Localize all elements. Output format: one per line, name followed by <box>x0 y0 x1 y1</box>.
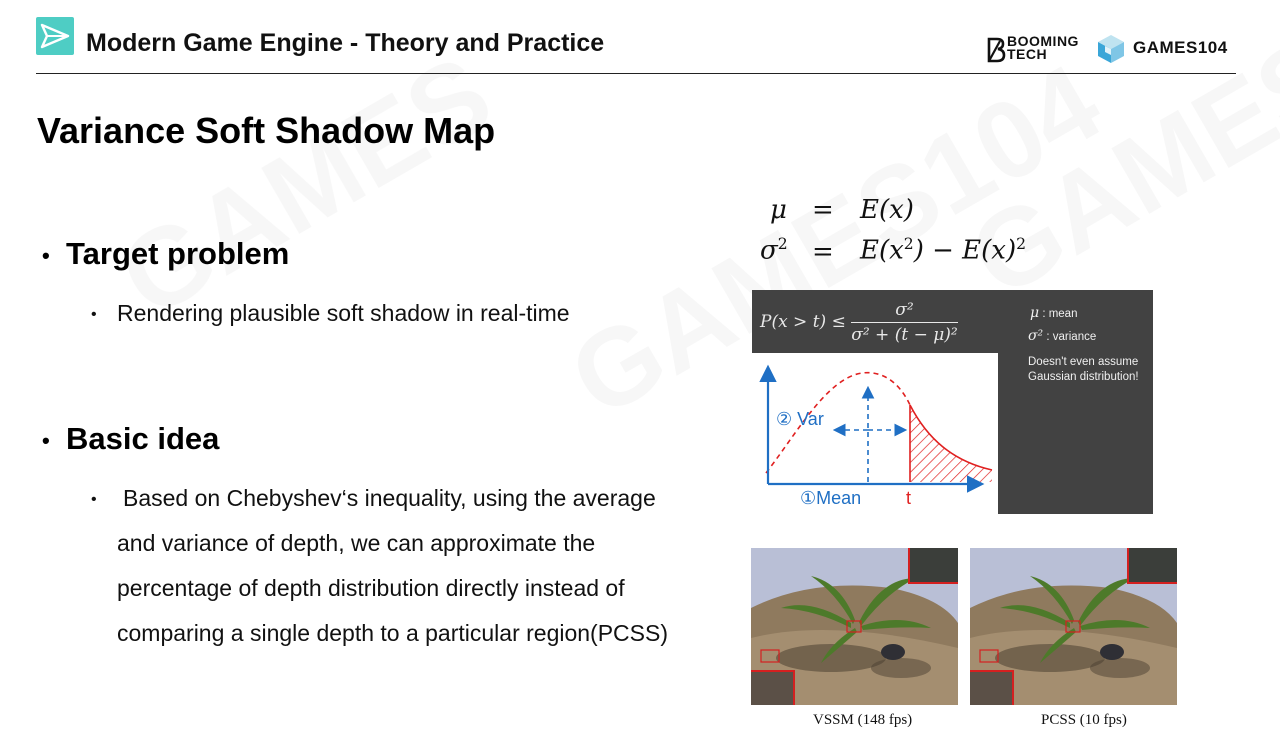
zoom-inset-top <box>1129 548 1177 582</box>
booming-tech-logo <box>986 36 1006 64</box>
bullet-icon: • <box>42 242 50 268</box>
zoom-inset-bottom <box>970 672 1012 705</box>
chebyshev-inequality: P(x > t) ≤ $\frac{\text{σ²}}{\text{σ² + (t − μ)²}}$ <box>760 300 958 345</box>
var-label: ② Var <box>776 409 824 429</box>
paper-plane-icon <box>36 17 74 55</box>
formula-variance-rhs: $E(x^2) - E(x)^2$ <box>860 235 1027 266</box>
mean-label: ①Mean <box>800 488 862 508</box>
paragraph-line-1 <box>91 485 656 512</box>
vssm-render <box>751 548 958 705</box>
paragraph-text: Based on Chebyshev‘s inequality, using the average <box>123 485 656 511</box>
formula-mean-lhs: μ <box>770 195 787 225</box>
formula-variance-lhs: $\sigma^2$ <box>760 235 788 266</box>
booming-tech-wordmark <box>1007 35 1079 61</box>
bullet-icon: • <box>91 305 97 323</box>
svg-text:GAMES <box>101 33 512 341</box>
paragraph-line-3: percentage of depth distribution directly instead of <box>117 575 625 601</box>
bullet-text: Rendering plausible soft shadow in real-time <box>117 300 570 326</box>
header-divider <box>36 73 1236 74</box>
pcss-render <box>970 548 1177 705</box>
formula-eq-2: = <box>812 237 834 267</box>
booming-line-2: TECH <box>1007 46 1048 62</box>
formula-eq-1: = <box>812 195 834 225</box>
bullet-icon: • <box>42 427 50 453</box>
bullet-icon: • <box>91 490 97 508</box>
course-title: Modern Game Engine - Theory and Practice <box>86 29 605 57</box>
note-line-1: Doesn't even assume <box>1028 356 1139 368</box>
heading-text: Target problem <box>66 236 290 271</box>
tail-area <box>910 405 992 482</box>
caption-pcss: PCSS (10 fps) <box>1041 712 1127 728</box>
t-label: t <box>906 488 912 508</box>
caption-vssm: VSSM (148 fps) <box>813 712 913 728</box>
note-line-2: Gaussian distribution! <box>1028 371 1139 383</box>
formula-mean-rhs: E(x) <box>860 195 914 225</box>
paragraph-line-2: and variance of depth, we can approximate the <box>117 530 596 556</box>
bullet-item <box>91 300 570 327</box>
section-heading-target-problem <box>42 236 289 272</box>
course-logo <box>36 17 74 55</box>
zoom-inset-top <box>910 548 958 582</box>
heading-text: Basic idea <box>66 421 220 456</box>
section-heading-basic-idea <box>42 421 219 457</box>
legend-mean: μ : mean <box>1030 305 1078 321</box>
paragraph-line-4: comparing a single depth to a particular region(PCSS) <box>117 620 669 646</box>
slide-title: Variance Soft Shadow Map <box>37 110 496 151</box>
booming-line-1: BOOMING <box>1007 33 1079 49</box>
legend-variance: σ² : variance <box>1028 328 1097 344</box>
games104-wordmark: GAMES104 <box>1133 38 1228 57</box>
distribution-plot <box>752 353 998 514</box>
chebyshev-fraction: $\frac{\text{σ²}}{\text{σ² + (t − μ)²}}$ <box>851 300 958 345</box>
games-cube-icon <box>1095 33 1127 65</box>
zoom-inset-bottom <box>751 672 793 705</box>
